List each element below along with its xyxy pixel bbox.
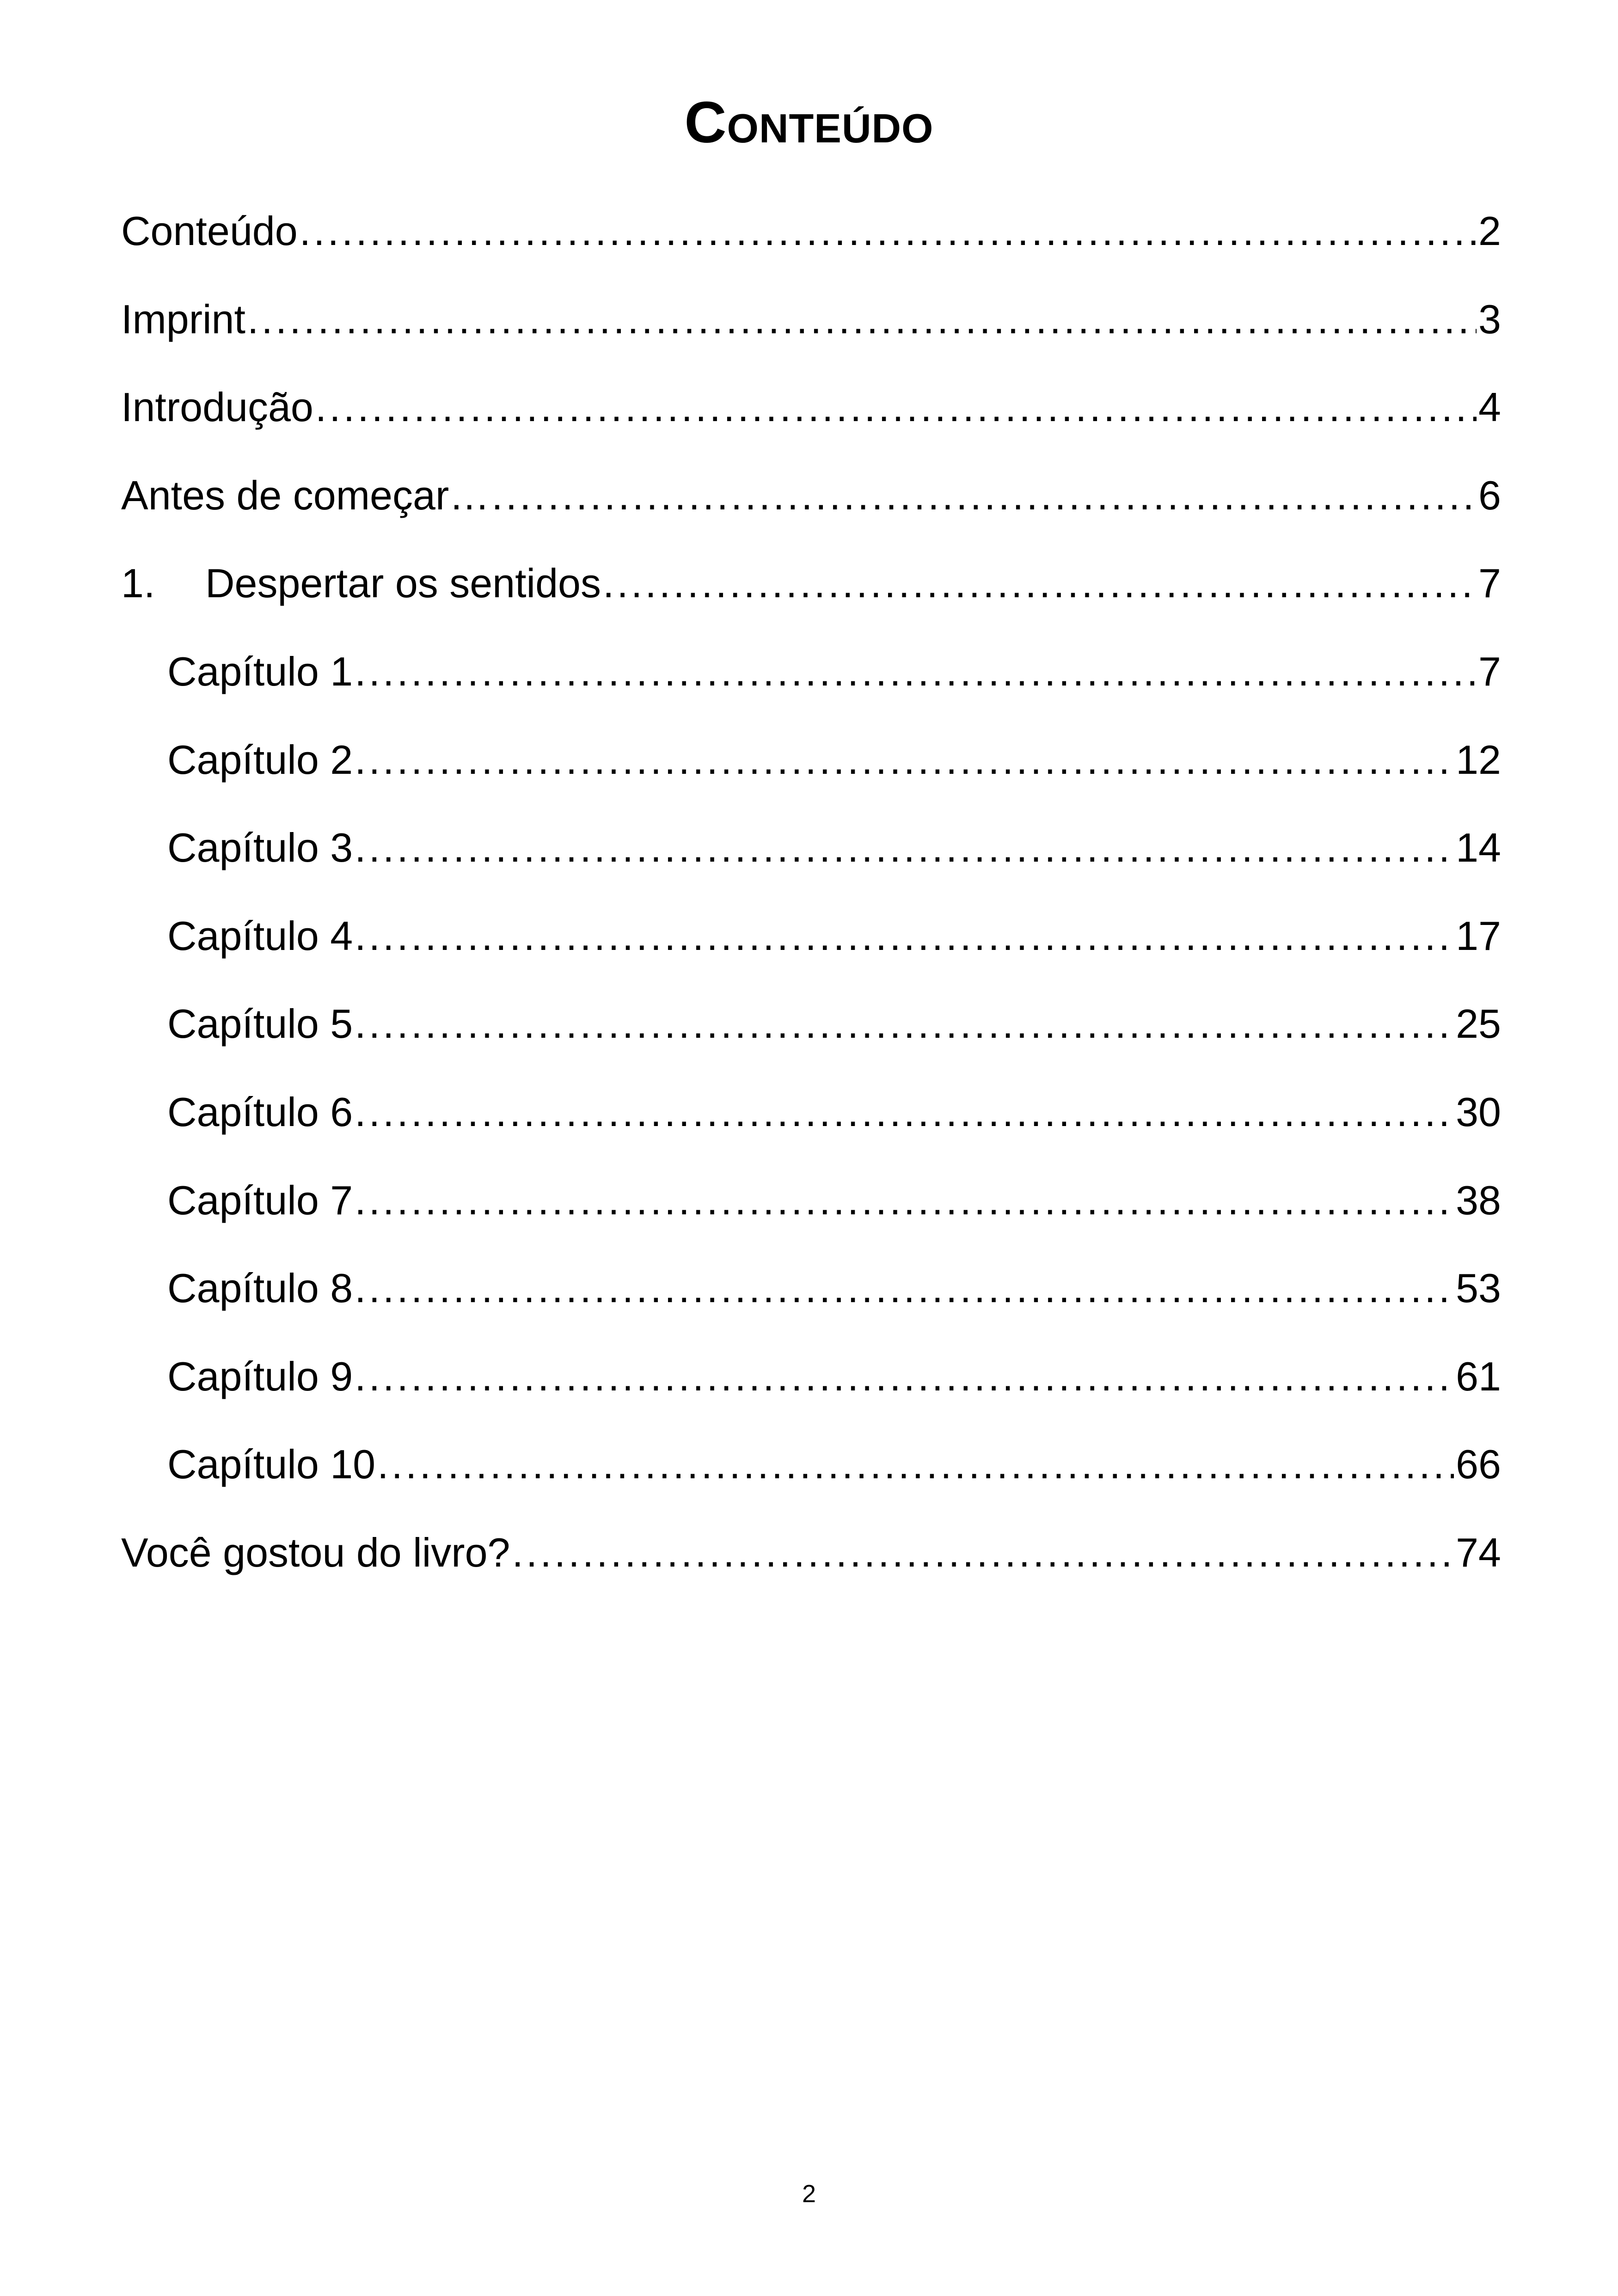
page-number: 2 xyxy=(802,2180,816,2208)
toc-entry-page: 61 xyxy=(1456,1353,1501,1399)
dot-leader xyxy=(355,1078,1454,1147)
toc-entry-page: 30 xyxy=(1456,1089,1501,1135)
dot-leader xyxy=(355,1342,1454,1411)
toc-entry-page: 3 xyxy=(1478,296,1501,342)
toc-entry-page: 74 xyxy=(1456,1529,1501,1575)
toc-entry-label: Capítulo 1 xyxy=(167,648,353,694)
toc-entry-imprint[interactable] xyxy=(121,285,1501,373)
page-title: Conteúdo xyxy=(684,90,934,155)
toc-entry-label: Capítulo 9 xyxy=(167,1353,353,1399)
toc-entry-capitulo-6[interactable] xyxy=(121,1078,1501,1166)
toc-entry-label: Antes de começar… xyxy=(121,472,490,518)
dot-leader xyxy=(491,461,1477,530)
toc-entry-capitulo-7[interactable] xyxy=(121,1166,1501,1254)
toc-entry-voce-gostou-do-livro[interactable] xyxy=(121,1518,1501,1606)
toc-entry-capitulo-3[interactable] xyxy=(121,813,1501,901)
toc-entry-capitulo-1[interactable] xyxy=(121,637,1501,725)
dot-leader xyxy=(300,196,1477,266)
toc-entry-antes-de-comecar[interactable] xyxy=(121,461,1501,549)
toc-entry-label: Capítulo 6 xyxy=(167,1089,353,1135)
toc-entry-number: 1. xyxy=(121,560,155,606)
toc-entry-capitulo-4[interactable] xyxy=(121,901,1501,990)
toc-entry-introducao[interactable] xyxy=(121,373,1501,461)
toc-entry-conteudo[interactable] xyxy=(121,196,1501,285)
toc-entry-page: 4 xyxy=(1478,384,1501,430)
dot-leader xyxy=(355,813,1454,882)
toc-entry-label: Capítulo 10 xyxy=(167,1441,376,1488)
toc-entry-page: 17 xyxy=(1456,912,1501,959)
toc-entry-label: Capítulo 2 xyxy=(167,736,353,783)
toc-entry-label: Conteúdo xyxy=(121,208,298,254)
table-of-contents xyxy=(121,196,1501,1606)
toc-entry-page: 25 xyxy=(1456,1001,1501,1047)
toc-entry-label: Capítulo 7 xyxy=(167,1177,353,1223)
toc-entry-label: Capítulo 4 xyxy=(167,912,353,959)
toc-entry-page: 7 xyxy=(1478,560,1501,606)
dot-leader xyxy=(355,637,1477,706)
dot-leader xyxy=(355,989,1454,1059)
toc-entry-label: Imprint xyxy=(121,296,245,342)
toc-entry-capitulo-8[interactable] xyxy=(121,1254,1501,1342)
toc-entry-page: 38 xyxy=(1456,1177,1501,1223)
toc-entry-despertar-os-sentidos[interactable] xyxy=(121,549,1501,637)
dot-leader xyxy=(355,1166,1454,1235)
toc-entry-label: Introdução xyxy=(121,384,313,430)
toc-entry-page: 14 xyxy=(1456,825,1501,871)
toc-entry-capitulo-5[interactable] xyxy=(121,989,1501,1078)
dot-leader xyxy=(355,901,1454,971)
dot-leader xyxy=(512,1518,1454,1587)
dot-leader xyxy=(355,1254,1454,1323)
dot-leader xyxy=(377,1430,1454,1499)
toc-entry-capitulo-2[interactable] xyxy=(121,725,1501,814)
toc-entry-label: Você gostou do livro? xyxy=(121,1529,510,1575)
toc-entry-label: Capítulo 5 xyxy=(167,1001,353,1047)
toc-entry-page: 6 xyxy=(1478,472,1501,518)
toc-entry-page: 2 xyxy=(1478,208,1501,254)
toc-entry-page: 7 xyxy=(1478,648,1501,694)
toc-entry-capitulo-10[interactable] xyxy=(121,1430,1501,1518)
dot-leader xyxy=(355,725,1454,795)
toc-entry-label: Capítulo 8 xyxy=(167,1265,353,1311)
toc-entry-page: 53 xyxy=(1456,1265,1501,1311)
toc-entry-page: 12 xyxy=(1456,736,1501,783)
toc-entry-page: 66 xyxy=(1456,1441,1501,1488)
dot-leader xyxy=(247,285,1477,354)
dot-leader xyxy=(603,549,1477,618)
toc-entry-label: Despertar os sentidos xyxy=(205,560,601,606)
toc-entry-label: Capítulo 3 xyxy=(167,825,353,871)
dot-leader xyxy=(315,373,1477,442)
toc-entry-capitulo-9[interactable] xyxy=(121,1342,1501,1430)
